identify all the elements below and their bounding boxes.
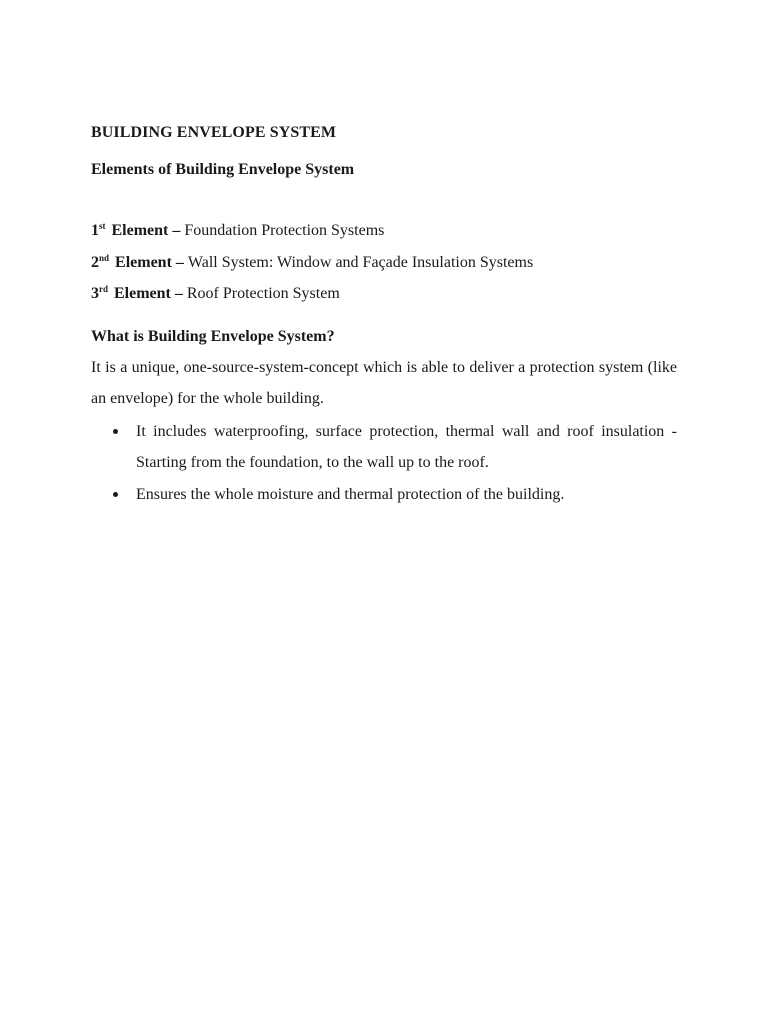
document-subtitle: Elements of Building Envelope System <box>91 161 355 178</box>
element-label: Element <box>111 222 169 239</box>
element-dash: – <box>171 254 188 271</box>
list-item <box>91 416 677 478</box>
element-ordinal-suffix: st <box>99 221 106 231</box>
bullet-list <box>91 416 677 511</box>
element-number: 3 <box>91 285 99 302</box>
bullet-text: It includes waterproofing, surface protection, thermal wall and roof insulation - Starting from the foundation, to the wall up to the roof. <box>136 423 677 471</box>
element-label: Element <box>115 254 172 271</box>
element-description: Foundation Protection Systems <box>184 222 385 239</box>
element-description: Wall System: Window and Façade Insulation Systems <box>187 254 534 271</box>
bullet-text: Ensures the whole moisture and thermal protection of the building. <box>136 486 565 503</box>
section-heading: What is Building Envelope System? <box>91 328 335 345</box>
element-ordinal-suffix: rd <box>99 284 108 294</box>
element-ordinal-suffix: nd <box>99 253 110 263</box>
document-title: BUILDING ENVELOPE SYSTEM <box>91 124 337 141</box>
element-item-3 <box>91 285 340 303</box>
bullet-icon <box>113 492 118 497</box>
element-dash: – <box>170 285 187 302</box>
bullet-icon <box>113 429 118 434</box>
element-number: 2 <box>91 254 99 271</box>
element-number: 1 <box>91 222 99 239</box>
definition-paragraph: It is a unique, one-source-system-concept which is able to deliver a protection system (like an envelope) for the whole building. <box>91 359 677 407</box>
element-item-1 <box>91 222 384 240</box>
element-description: Roof Protection System <box>186 285 340 302</box>
element-dash: – <box>168 222 185 239</box>
list-item <box>91 479 677 510</box>
element-label: Element <box>114 285 171 302</box>
element-item-2 <box>91 254 533 272</box>
